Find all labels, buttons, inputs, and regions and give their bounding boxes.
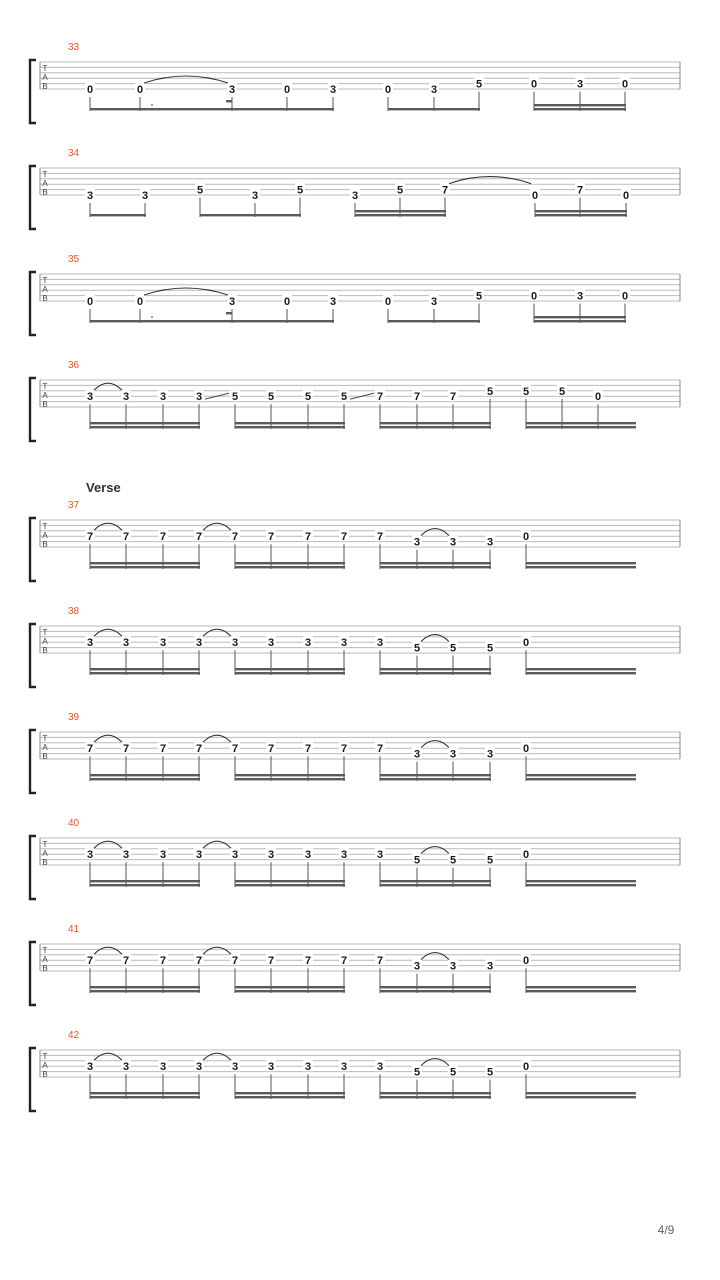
- beam: [235, 566, 345, 568]
- fret-number: 0: [531, 190, 539, 202]
- fret-number: 3: [267, 637, 275, 650]
- beam: [380, 422, 491, 424]
- fret-number: 3: [576, 78, 584, 91]
- tab-clef-letter: T: [42, 170, 48, 179]
- fret-number: 3: [86, 190, 94, 202]
- fret-number: 0: [522, 743, 530, 756]
- fret-number: 7: [576, 184, 584, 197]
- tie-arc: [203, 947, 231, 954]
- tab-clef-letter: B: [42, 188, 48, 197]
- fret-number: 3: [267, 849, 275, 862]
- fret-number: 3: [486, 536, 494, 549]
- fret-number: 3: [376, 637, 384, 650]
- fret-number: 5: [449, 642, 457, 655]
- fret-number: 3: [486, 960, 494, 973]
- tie-arc: [144, 288, 228, 295]
- fret-number: 3: [304, 1061, 312, 1074]
- fret-number: 3: [86, 637, 94, 650]
- tie-arc: [421, 953, 449, 960]
- fret-number: 7: [86, 743, 94, 756]
- system-bracket: [30, 836, 36, 899]
- beam: [355, 210, 446, 212]
- tie-arc: [203, 1053, 231, 1060]
- dot: [151, 316, 153, 318]
- tab-clef-letter: A: [42, 637, 48, 646]
- fret-number: 3: [86, 1061, 94, 1074]
- beam: [355, 214, 446, 216]
- fret-number: 7: [159, 743, 167, 756]
- beam: [526, 778, 636, 780]
- fret-number: 3: [122, 637, 130, 650]
- beam: [90, 884, 200, 886]
- system-bracket: [30, 942, 36, 1005]
- beam: [526, 426, 636, 428]
- tab-clef-letter: A: [42, 531, 48, 540]
- fret-number: 3: [159, 849, 167, 862]
- beam: [90, 1092, 200, 1094]
- fret-number: 0: [621, 290, 629, 303]
- fret-number: 0: [384, 84, 392, 96]
- tab-clef-letter: B: [42, 400, 48, 409]
- tab-clef-letter: A: [42, 285, 48, 294]
- system-bracket: [30, 378, 36, 441]
- beam: [380, 426, 491, 428]
- fret-number: 3: [430, 84, 438, 96]
- tie-arc: [144, 76, 228, 83]
- fret-number: 7: [86, 531, 94, 544]
- beam: [526, 884, 636, 886]
- tab-clef-letter: B: [42, 294, 48, 303]
- beam: [235, 426, 345, 428]
- fret-number: 3: [304, 637, 312, 650]
- fret-number: 5: [449, 1066, 457, 1079]
- fret-number: 7: [267, 531, 275, 544]
- fret-number: 7: [159, 955, 167, 968]
- tab-clef-letter: B: [42, 540, 48, 549]
- tab-clef-letter: A: [42, 1061, 48, 1070]
- tie-arc: [421, 635, 449, 642]
- fret-number: 3: [449, 748, 457, 761]
- tie-arc: [421, 741, 449, 748]
- beam: [90, 778, 200, 780]
- fret-number: 7: [122, 531, 130, 544]
- beam: [526, 672, 636, 674]
- fret-number: 0: [530, 290, 538, 303]
- fret-number: 3: [195, 849, 203, 862]
- fret-number: 0: [136, 84, 144, 96]
- fret-number: 5: [486, 642, 494, 655]
- fret-number: 0: [522, 849, 530, 862]
- tie-arc: [421, 847, 449, 854]
- fret-number: 0: [522, 637, 530, 650]
- fret-number: 3: [251, 190, 259, 202]
- tie-arc: [94, 947, 122, 954]
- dot: [151, 104, 153, 106]
- fret-number: 3: [195, 1061, 203, 1074]
- fret-number: 0: [621, 78, 629, 91]
- tie-arc: [203, 523, 231, 530]
- fret-number: 3: [228, 84, 236, 96]
- beam: [235, 562, 345, 564]
- beam: [90, 320, 233, 322]
- tie-arc: [449, 177, 531, 184]
- tab-clef-letter: A: [42, 743, 48, 752]
- beam: [380, 562, 491, 564]
- fret-number: 3: [376, 849, 384, 862]
- staff-system: [30, 500, 680, 581]
- beam: [534, 104, 626, 106]
- fret-number: 3: [486, 748, 494, 761]
- measure-number: 33: [68, 42, 80, 53]
- fret-number: 5: [396, 184, 404, 197]
- staff-system: [30, 1030, 680, 1111]
- tab-clef-letter: A: [42, 391, 48, 400]
- fret-number: 3: [195, 637, 203, 650]
- tab-clef-letter: A: [42, 73, 48, 82]
- fret-number: 3: [351, 190, 359, 202]
- fret-number: 3: [228, 296, 236, 308]
- fret-number: 0: [136, 296, 144, 308]
- beam: [232, 320, 334, 322]
- beam: [534, 320, 626, 322]
- beam: [90, 422, 200, 424]
- beam: [535, 214, 627, 216]
- beam: [380, 1096, 491, 1098]
- tab-clef-letter: T: [42, 1052, 48, 1061]
- tab-clef-letter: T: [42, 946, 48, 955]
- system-bracket: [30, 166, 36, 229]
- fret-number: 0: [283, 296, 291, 308]
- beam: [235, 672, 345, 674]
- tie-arc: [421, 1059, 449, 1066]
- fret-number: 3: [195, 391, 203, 404]
- measure-number: 36: [68, 360, 80, 371]
- measure-number: 39: [68, 712, 80, 723]
- fret-number: 7: [195, 743, 203, 756]
- beam: [235, 778, 345, 780]
- measure-number: 40: [68, 818, 80, 829]
- measure-number: 35: [68, 254, 80, 265]
- fret-number: 7: [304, 955, 312, 968]
- fret-number: 3: [413, 960, 421, 973]
- fret-number: 0: [594, 391, 602, 404]
- beam: [526, 668, 636, 670]
- fret-number: 5: [486, 854, 494, 867]
- fret-number: 3: [329, 296, 337, 308]
- fret-number: 5: [522, 385, 530, 398]
- fret-number: 3: [449, 960, 457, 973]
- beam: [235, 422, 345, 424]
- system-bracket: [30, 518, 36, 581]
- fret-number: 7: [122, 955, 130, 968]
- fret-number: 7: [340, 955, 348, 968]
- measure-number: 41: [68, 924, 80, 935]
- tie-arc: [94, 629, 122, 636]
- fret-number: 7: [376, 743, 384, 756]
- fret-number: 7: [376, 531, 384, 544]
- beam: [380, 566, 491, 568]
- fret-number: 5: [413, 1066, 421, 1079]
- fret-number: 7: [304, 743, 312, 756]
- beam: [388, 108, 480, 110]
- fret-number: 3: [340, 637, 348, 650]
- tab-clef-letter: B: [42, 646, 48, 655]
- beam: [235, 668, 345, 670]
- fret-number: 0: [522, 955, 530, 968]
- fret-number: 7: [267, 955, 275, 968]
- staff-system: [30, 712, 680, 793]
- fret-number: 3: [159, 637, 167, 650]
- tab-clef-letter: B: [42, 752, 48, 761]
- staff-system: [30, 818, 680, 899]
- beam: [380, 990, 491, 992]
- beam: [388, 320, 480, 322]
- fret-number: 5: [413, 854, 421, 867]
- fret-number: 5: [231, 391, 239, 404]
- beam: [235, 1092, 345, 1094]
- beam: [526, 562, 636, 564]
- tie-arc: [203, 841, 231, 848]
- fret-number: 3: [340, 849, 348, 862]
- tie-arc: [94, 841, 122, 848]
- tab-clef-letter: A: [42, 179, 48, 188]
- staff-system: [30, 360, 680, 441]
- fret-number: 3: [449, 536, 457, 549]
- fret-number: 7: [340, 743, 348, 756]
- beam: [235, 884, 345, 886]
- fret-number: 3: [122, 1061, 130, 1074]
- beam: [90, 986, 200, 988]
- section-label: Verse: [86, 480, 121, 495]
- system-bracket: [30, 1048, 36, 1111]
- fret-number: 0: [86, 296, 94, 308]
- tab-clef-letter: T: [42, 382, 48, 391]
- tie-arc: [421, 529, 449, 536]
- fret-number: 3: [304, 849, 312, 862]
- beam: [526, 990, 636, 992]
- beam: [534, 108, 626, 110]
- fret-number: 7: [413, 391, 421, 404]
- fret-number: 5: [558, 385, 566, 398]
- fret-number: 7: [122, 743, 130, 756]
- beam: [90, 566, 200, 568]
- fret-number: 3: [141, 190, 149, 202]
- fret-number: 3: [267, 1061, 275, 1074]
- fret-number: 0: [86, 84, 94, 96]
- beam: [380, 668, 491, 670]
- fret-number: 3: [231, 1061, 239, 1074]
- fret-number: 3: [231, 849, 239, 862]
- fret-number: 3: [122, 849, 130, 862]
- staff-system: [30, 42, 680, 123]
- beam: [526, 774, 636, 776]
- fret-number: 7: [267, 743, 275, 756]
- tie-arc: [94, 1053, 122, 1060]
- staff-system: [30, 606, 680, 687]
- fret-number: 0: [530, 78, 538, 91]
- beam: [90, 426, 200, 428]
- fret-number: 7: [195, 531, 203, 544]
- partial-beam: [226, 100, 232, 102]
- beam: [534, 316, 626, 318]
- tab-clef-letter: B: [42, 964, 48, 973]
- beam: [380, 986, 491, 988]
- tab-clef-letter: B: [42, 1070, 48, 1079]
- tab-clef-letter: T: [42, 64, 48, 73]
- fret-number: 5: [475, 290, 483, 303]
- fret-number: 0: [622, 190, 630, 202]
- fret-number: 3: [576, 290, 584, 303]
- measure-number: 38: [68, 606, 80, 617]
- beam: [380, 1092, 491, 1094]
- staff-system: [30, 148, 680, 229]
- beam: [90, 108, 233, 110]
- beam: [90, 672, 200, 674]
- fret-number: 7: [195, 955, 203, 968]
- fret-number: 7: [376, 955, 384, 968]
- page-number: 4/9: [657, 1223, 675, 1237]
- beam: [235, 774, 345, 776]
- beam: [526, 422, 636, 424]
- tab-clef-letter: B: [42, 82, 48, 91]
- beam: [526, 880, 636, 882]
- fret-number: 5: [340, 391, 348, 404]
- system-bracket: [30, 730, 36, 793]
- beam: [235, 880, 345, 882]
- fret-number: 7: [449, 391, 457, 404]
- beam: [526, 1096, 636, 1098]
- fret-number: 0: [522, 1061, 530, 1074]
- fret-number: 5: [304, 391, 312, 404]
- partial-beam: [226, 312, 232, 314]
- system-bracket: [30, 624, 36, 687]
- fret-number: 7: [304, 531, 312, 544]
- system-bracket: [30, 272, 36, 335]
- tab-clef-letter: T: [42, 522, 48, 531]
- fret-number: 0: [384, 296, 392, 308]
- fret-number: 3: [86, 391, 94, 404]
- tie-arc: [203, 735, 231, 742]
- measure-number: 37: [68, 500, 80, 511]
- beam: [90, 1096, 200, 1098]
- beam: [90, 880, 200, 882]
- tie-arc: [203, 629, 231, 636]
- beam: [526, 1092, 636, 1094]
- beam: [200, 214, 301, 216]
- fret-number: 3: [430, 296, 438, 308]
- tab-clef-letter: T: [42, 734, 48, 743]
- fret-number: 7: [86, 955, 94, 968]
- fret-number: 7: [376, 391, 384, 404]
- beam: [526, 566, 636, 568]
- fret-number: 0: [522, 531, 530, 544]
- beam: [232, 108, 334, 110]
- fret-number: 7: [231, 531, 239, 544]
- beam: [380, 778, 491, 780]
- fret-number: 3: [329, 84, 337, 96]
- beam: [90, 562, 200, 564]
- fret-number: 7: [340, 531, 348, 544]
- fret-number: 5: [296, 184, 304, 197]
- fret-number: 3: [413, 748, 421, 761]
- fret-number: 5: [486, 385, 494, 398]
- fret-number: 5: [267, 391, 275, 404]
- measure-number: 34: [68, 148, 80, 159]
- beam: [90, 774, 200, 776]
- fret-number: 3: [340, 1061, 348, 1074]
- fret-number: 3: [376, 1061, 384, 1074]
- tab-clef-letter: T: [42, 628, 48, 637]
- fret-number: 5: [486, 1066, 494, 1079]
- system-bracket: [30, 60, 36, 123]
- staff-system: [30, 254, 680, 335]
- staff-system: [30, 924, 680, 1005]
- beam: [380, 884, 491, 886]
- measure-number: 42: [68, 1030, 80, 1041]
- beam: [90, 668, 200, 670]
- fret-number: 5: [449, 854, 457, 867]
- beam: [526, 986, 636, 988]
- fret-number: 3: [231, 637, 239, 650]
- beam: [535, 210, 627, 212]
- beam: [90, 990, 200, 992]
- fret-number: 5: [413, 642, 421, 655]
- tie-arc: [94, 383, 122, 390]
- beam: [235, 986, 345, 988]
- fret-number: 3: [122, 391, 130, 404]
- fret-number: 7: [159, 531, 167, 544]
- tab-clef-letter: B: [42, 858, 48, 867]
- fret-number: 3: [159, 391, 167, 404]
- tab-clef-letter: T: [42, 276, 48, 285]
- tie-arc: [94, 735, 122, 742]
- fret-number: 7: [231, 955, 239, 968]
- fret-number: 7: [441, 184, 449, 197]
- fret-number: 3: [413, 536, 421, 549]
- beam: [90, 214, 146, 216]
- tab-clef-letter: A: [42, 955, 48, 964]
- beam: [380, 672, 491, 674]
- beam: [380, 774, 491, 776]
- beam: [235, 1096, 345, 1098]
- beam: [380, 880, 491, 882]
- tab-clef-letter: T: [42, 840, 48, 849]
- fret-number: 7: [231, 743, 239, 756]
- fret-number: 0: [283, 84, 291, 96]
- fret-number: 5: [196, 184, 204, 197]
- beam: [235, 990, 345, 992]
- fret-number: 5: [475, 78, 483, 91]
- tab-clef-letter: A: [42, 849, 48, 858]
- tie-arc: [94, 523, 122, 530]
- fret-number: 3: [86, 849, 94, 862]
- fret-number: 3: [159, 1061, 167, 1074]
